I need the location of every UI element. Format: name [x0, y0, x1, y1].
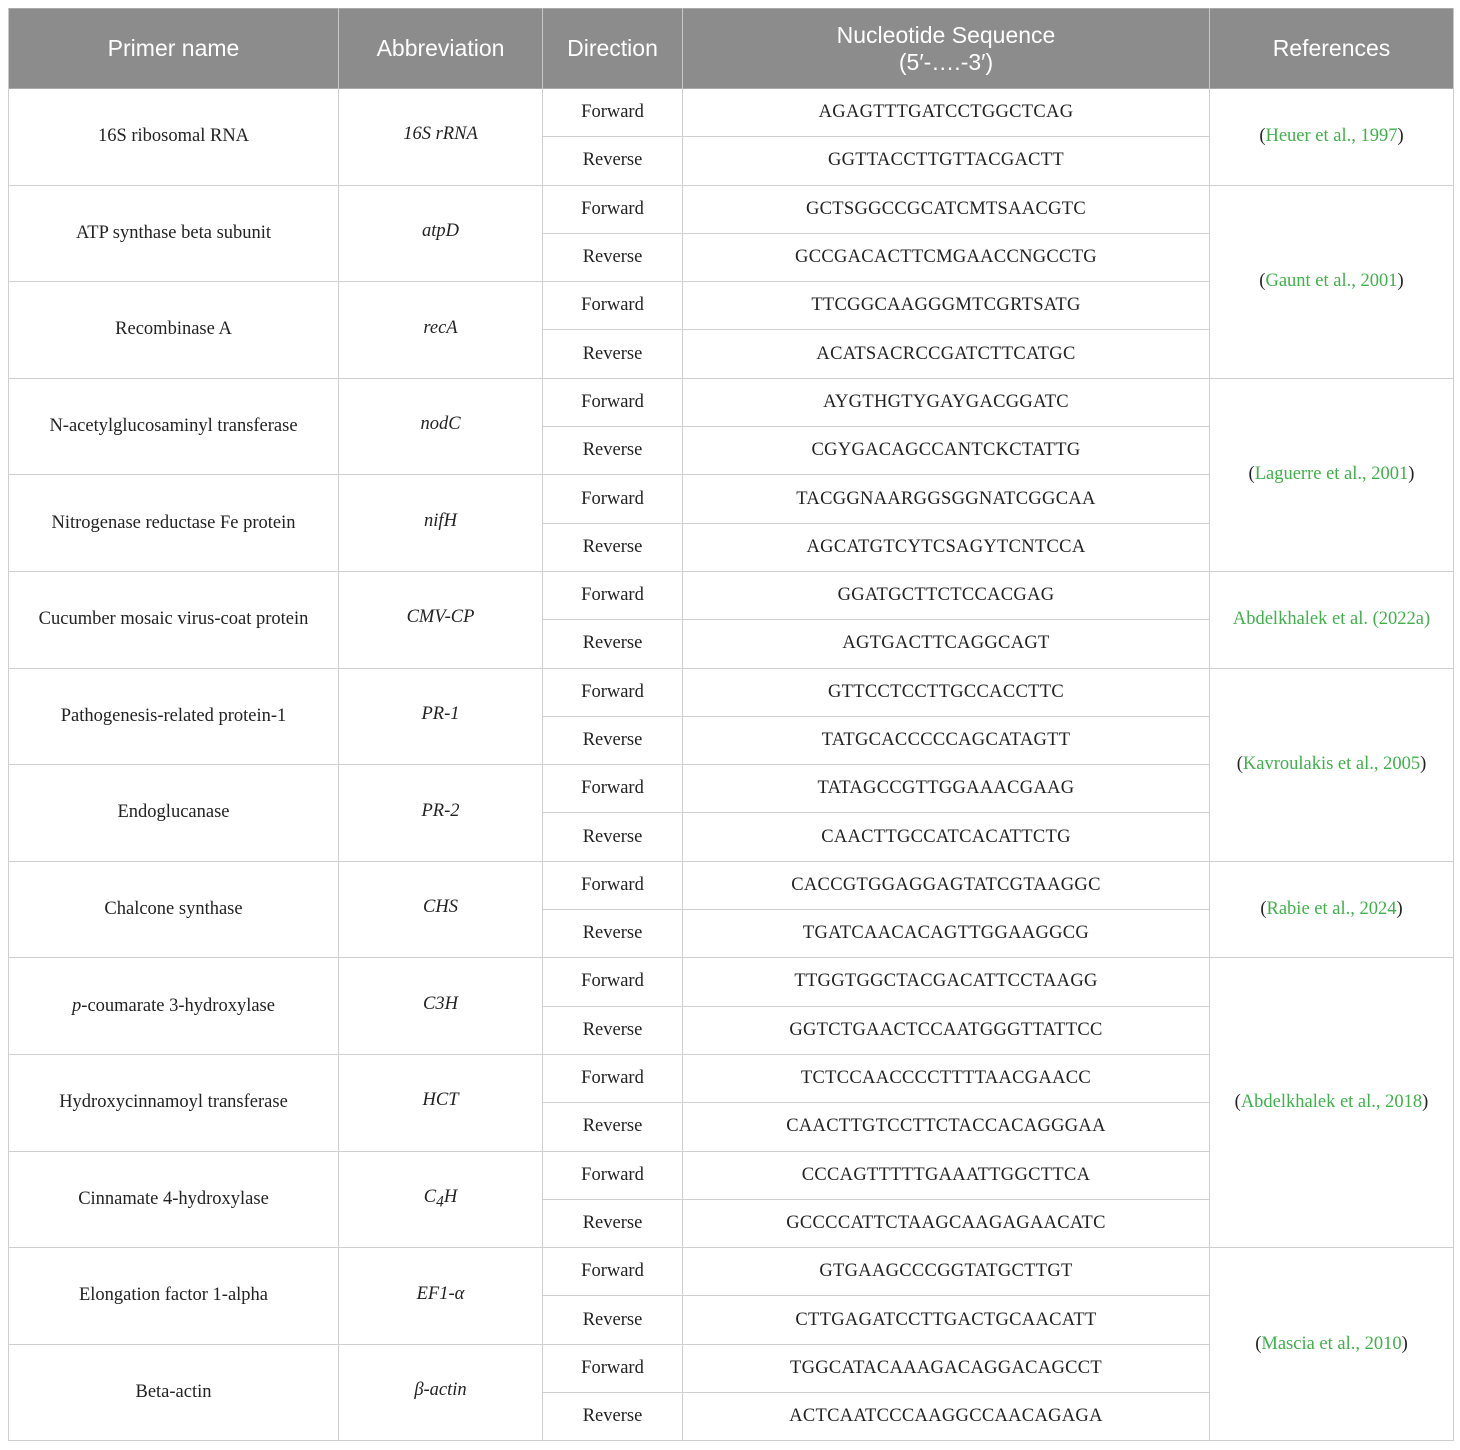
abbreviation-cell — [339, 475, 543, 572]
abbreviation-tail: H — [443, 1186, 458, 1207]
forward-sequence-cell: GTTCCTCCTTGCCACCTTC — [683, 668, 1210, 716]
forward-sequence-cell: AGAGTTTGATCCTGGCTCAG — [683, 89, 1210, 137]
abbreviation-cell — [339, 765, 543, 862]
forward-sequence-cell: TATAGCCGTTGGAAACGAAG — [683, 765, 1210, 813]
abbreviation-text: nodC — [420, 414, 461, 435]
direction-forward-cell: Forward — [543, 1248, 683, 1296]
reference-close-paren: ) — [1401, 1333, 1408, 1354]
primer-name-text: Cinnamate 4-hydroxylase — [78, 1188, 269, 1209]
reference-cell — [1210, 571, 1454, 668]
reverse-sequence-cell: CTTGAGATCCTTGACTGCAACATT — [683, 1296, 1210, 1344]
abbreviation-subscript: 4 — [436, 1193, 444, 1211]
primer-name-cell — [9, 89, 339, 186]
table-row — [9, 958, 1454, 1006]
direction-reverse-cell: Reverse — [543, 330, 683, 378]
primer-name-cell — [9, 282, 339, 379]
direction-forward-cell: Forward — [543, 861, 683, 909]
table-row — [9, 378, 1454, 426]
reference-link[interactable]: Gaunt et al., 2001 — [1265, 271, 1398, 292]
reference-link[interactable]: Heuer et al., 1997 — [1265, 126, 1398, 147]
abbreviation-cell — [339, 958, 543, 1055]
primer-table — [8, 8, 1454, 1441]
table-row — [9, 571, 1454, 619]
primer-name-cell — [9, 765, 339, 862]
reverse-sequence-cell: AGTGACTTCAGGCAGT — [683, 620, 1210, 668]
reference-close-paren: ) — [1396, 899, 1403, 920]
primer-name-text: Chalcone synthase — [104, 899, 243, 920]
forward-sequence-cell: TGGCATACAAAGACAGGACAGCCT — [683, 1344, 1210, 1392]
reverse-sequence-cell: CGYGACAGCCANTCKCTATTG — [683, 427, 1210, 475]
abbreviation-text: C3H — [423, 993, 458, 1014]
direction-reverse-cell: Reverse — [543, 910, 683, 958]
primer-name-cell — [9, 958, 339, 1055]
primer-name-cell — [9, 1248, 339, 1345]
forward-sequence-cell: CCCAGTTTTTGAAATTGGCTTCA — [683, 1151, 1210, 1199]
primer-name-cell — [9, 668, 339, 765]
direction-reverse-cell: Reverse — [543, 523, 683, 571]
primer-name-text: Recombinase A — [115, 319, 232, 340]
reference-cell — [1210, 958, 1454, 1248]
table-row — [9, 668, 1454, 716]
reference-open-paren: ( — [1260, 899, 1267, 920]
forward-sequence-cell: TTCGGCAAGGGMTCGRTSATG — [683, 282, 1210, 330]
abbreviation-cell — [339, 185, 543, 282]
direction-forward-cell: Forward — [543, 378, 683, 426]
reverse-sequence-cell: CAACTTGCCATCACATTCTG — [683, 813, 1210, 861]
reference-link[interactable]: Kavroulakis et al., 2005 — [1242, 754, 1421, 775]
direction-forward-cell: Forward — [543, 475, 683, 523]
direction-reverse-cell: Reverse — [543, 1199, 683, 1247]
primer-name-cell — [9, 185, 339, 282]
reverse-sequence-cell: CAACTTGTCCTTCTACCACAGGGAA — [683, 1103, 1210, 1151]
direction-forward-cell: Forward — [543, 1151, 683, 1199]
reverse-sequence-cell: TATGCACCCCCAGCATAGTT — [683, 716, 1210, 764]
abbreviation-text: PR-1 — [421, 704, 460, 725]
reference-cell — [1210, 668, 1454, 861]
reference-cell — [1210, 89, 1454, 186]
reference-open-paren: ( — [1236, 754, 1243, 775]
primer-name-cell — [9, 378, 339, 475]
reference-link[interactable]: Mascia et al., 2010 — [1261, 1333, 1402, 1354]
reference-open-paren: ( — [1259, 126, 1266, 147]
abbreviation-cell — [339, 1344, 543, 1441]
abbreviation-text: nifH — [424, 510, 457, 531]
reverse-sequence-cell: GCCCCATTCTAAGCAAGAGAACATC — [683, 1199, 1210, 1247]
abbreviation-text: atpD — [422, 221, 459, 242]
reference-link[interactable]: Laguerre et al., 2001 — [1254, 464, 1409, 485]
direction-reverse-cell: Reverse — [543, 1296, 683, 1344]
abbreviation-cell — [339, 571, 543, 668]
table-row — [9, 185, 1454, 233]
col-header-primer-name: Primer name — [9, 9, 339, 89]
abbreviation-text: 16S rRNA — [403, 124, 478, 145]
abbreviation-cell — [339, 1151, 543, 1248]
reference-open-paren: ( — [1255, 1333, 1262, 1354]
primer-name-cell — [9, 1344, 339, 1441]
reverse-sequence-cell: GGTTACCTTGTTACGACTT — [683, 137, 1210, 185]
reference-cell — [1210, 1248, 1454, 1441]
reference-cell — [1210, 861, 1454, 958]
primer-name-cell — [9, 861, 339, 958]
direction-reverse-cell: Reverse — [543, 1393, 683, 1441]
primer-name-text: Elongation factor 1-alpha — [78, 1285, 269, 1306]
direction-forward-cell: Forward — [543, 571, 683, 619]
forward-sequence-cell: CACCGTGGAGGAGTATCGTAAGGC — [683, 861, 1210, 909]
reference-cell — [1210, 185, 1454, 378]
reference-link[interactable]: Abdelkhalek et al. (2022a) — [1232, 609, 1431, 630]
header-row — [9, 9, 1454, 89]
col-header-direction: Direction — [543, 9, 683, 89]
primer-name-italic-prefix: p — [72, 995, 82, 1016]
primer-name-text: N-acetylglucosaminyl transferase — [49, 416, 298, 437]
forward-sequence-cell: GCTSGGCCGCATCMTSAACGTC — [683, 185, 1210, 233]
reference-close-paren: ) — [1397, 126, 1404, 147]
forward-sequence-cell: TCTCCAACCCCTTTTAACGAACC — [683, 1054, 1210, 1102]
direction-reverse-cell: Reverse — [543, 1103, 683, 1151]
col-header-sequence-line1: Nucleotide Sequence — [836, 21, 1056, 48]
primer-name-cell — [9, 475, 339, 572]
abbreviation-text: recA — [423, 317, 458, 338]
reference-close-paren: ) — [1422, 1092, 1429, 1113]
forward-sequence-cell: GGATGCTTCTCCACGAG — [683, 571, 1210, 619]
reference-open-paren: ( — [1248, 464, 1255, 485]
abbreviation-cell — [339, 1248, 543, 1345]
direction-forward-cell: Forward — [543, 668, 683, 716]
col-header-abbreviation: Abbreviation — [339, 9, 543, 89]
reference-open-paren: ( — [1259, 271, 1266, 292]
primer-name-text: ATP synthase beta subunit — [75, 222, 272, 243]
abbreviation-text: CMV-CP — [406, 607, 475, 628]
primer-name-text: Pathogenesis-related protein-1 — [60, 705, 287, 726]
abbreviation-cell — [339, 89, 543, 186]
direction-reverse-cell: Reverse — [543, 716, 683, 764]
direction-reverse-cell: Reverse — [543, 620, 683, 668]
direction-reverse-cell: Reverse — [543, 137, 683, 185]
primer-name-text: Cucumber mosaic virus-coat protein — [38, 609, 309, 630]
direction-forward-cell: Forward — [543, 1344, 683, 1392]
direction-forward-cell: Forward — [543, 958, 683, 1006]
reference-open-paren: ( — [1234, 1092, 1241, 1113]
reference-link[interactable]: Rabie et al., 2024 — [1266, 899, 1397, 920]
forward-sequence-cell: TACGGNAARGGSGGNATCGGCAA — [683, 475, 1210, 523]
primer-name-cell — [9, 1151, 339, 1248]
primer-name-text: Endoglucanase — [117, 802, 230, 823]
reverse-sequence-cell: AGCATGTCYTCSAGYTCNTCCA — [683, 523, 1210, 571]
direction-reverse-cell: Reverse — [543, 427, 683, 475]
primer-name-text: Hydroxycinnamoyl transferase — [59, 1092, 288, 1113]
reverse-sequence-cell: ACTCAATCCCAAGGCCAACAGAGA — [683, 1393, 1210, 1441]
primer-name-cell — [9, 571, 339, 668]
primer-name-text: 16S ribosomal RNA — [97, 126, 250, 147]
reverse-sequence-cell: GCCGACACTTCMGAACCNGCCTG — [683, 233, 1210, 281]
col-header-references: References — [1210, 9, 1454, 89]
table-body — [9, 89, 1454, 1441]
reverse-sequence-cell: TGATCAACACAGTTGGAAGGCG — [683, 910, 1210, 958]
primer-name-text: Beta-actin — [135, 1382, 212, 1403]
abbreviation-text: PR-2 — [421, 800, 460, 821]
direction-forward-cell: Forward — [543, 1054, 683, 1102]
col-header-sequence-line2: (5′-….-3′) — [898, 48, 994, 75]
direction-forward-cell: Forward — [543, 282, 683, 330]
primer-name-cell — [9, 1054, 339, 1151]
abbreviation-text: HCT — [422, 1090, 459, 1111]
reference-cell — [1210, 378, 1454, 571]
primer-name-text: Nitrogenase reductase Fe protein — [51, 512, 296, 533]
direction-reverse-cell: Reverse — [543, 233, 683, 281]
direction-reverse-cell: Reverse — [543, 813, 683, 861]
col-header-sequence — [683, 9, 1210, 89]
reverse-sequence-cell: ACATSACRCCGATCTTCATGC — [683, 330, 1210, 378]
forward-sequence-cell: TTGGTGGCTACGACATTCCTAAGG — [683, 958, 1210, 1006]
reference-close-paren: ) — [1420, 754, 1427, 775]
primer-table-container — [8, 8, 1454, 1441]
abbreviation-text: C — [423, 1186, 437, 1207]
direction-reverse-cell: Reverse — [543, 1006, 683, 1054]
abbreviation-cell — [339, 1054, 543, 1151]
abbreviation-text: EF1-α — [416, 1283, 465, 1304]
abbreviation-cell — [339, 668, 543, 765]
reference-close-paren: ) — [1397, 271, 1404, 292]
reverse-sequence-cell: GGTCTGAACTCCAATGGGTTATTCC — [683, 1006, 1210, 1054]
abbreviation-text: CHS — [423, 897, 458, 918]
direction-forward-cell: Forward — [543, 185, 683, 233]
forward-sequence-cell: GTGAAGCCCGGTATGCTTGT — [683, 1248, 1210, 1296]
direction-forward-cell: Forward — [543, 765, 683, 813]
reference-close-paren: ) — [1408, 464, 1415, 485]
abbreviation-text: β-actin — [414, 1380, 467, 1401]
reference-link[interactable]: Abdelkhalek et al., 2018 — [1240, 1092, 1423, 1113]
table-header — [9, 9, 1454, 89]
abbreviation-cell — [339, 282, 543, 379]
table-row — [9, 1248, 1454, 1296]
table-row — [9, 89, 1454, 137]
table-row — [9, 861, 1454, 909]
abbreviation-cell — [339, 378, 543, 475]
primer-name-text: -coumarate 3-hydroxylase — [81, 995, 275, 1016]
direction-forward-cell: Forward — [543, 89, 683, 137]
forward-sequence-cell: AYGTHGTYGAYGACGGATC — [683, 378, 1210, 426]
abbreviation-cell — [339, 861, 543, 958]
